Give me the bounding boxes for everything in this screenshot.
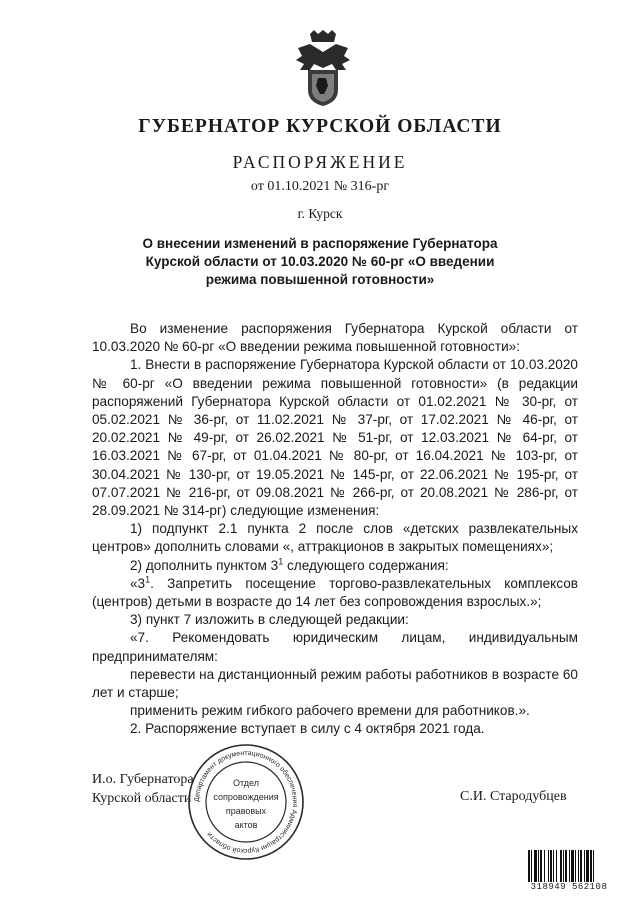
document-body — [92, 320, 578, 739]
barcode-bar — [544, 850, 545, 882]
barcode-bar — [586, 850, 589, 882]
barcode-bar — [584, 850, 585, 882]
barcode-bar — [593, 850, 594, 882]
barcode-bar — [528, 850, 530, 882]
barcode-icon — [528, 850, 610, 882]
barcode-bar — [548, 850, 549, 882]
position-line: И.о. Губернатора — [92, 772, 194, 787]
stamp-line: актов — [234, 820, 258, 830]
paragraph-1: 1. Внести в распоряжение Губернатора Курской области от 10.03.2020 № 60-рг «О введении режима повышенной готовности» (в редакции распоряжений Губернатора Курской области от 01.02.2021 № 30-рг, от 05.02.2021 № 36-рг, от 11.02.2021 № 37-рг, от 17.02.2021 № 46-рг, от 20.02.2021 № 49-рг, от 26.02.2021 № 51-рг, от 12.03.2021 № 64-рг, от 16.03.2021 № 67-рг, от 01.04.2021 № 80-рг, от 16.04.2021 № 103-рг, от 30.04.2021 № 130-рг, от 19.05.2021 № 145-рг, от 22.06.2021 № 195-рг, от 07.07.2021 № 216-рг, от 09.08.2021 № 266-рг, от 20.08.2021 № 286-рг, от 28.09.2021 № 314-рг) следующие изменения: — [92, 357, 578, 519]
document-title: ГУБЕРНАТОР КУРСКОЙ ОБЛАСТИ — [138, 116, 502, 137]
item-3-quote: «7. Рекомендовать юридическим лицам, индивидуальным предпринимателям: — [92, 630, 578, 664]
barcode-bar — [531, 850, 532, 882]
document-date-number: от 01.10.2021 № 316-рг — [250, 179, 390, 194]
item-3-sub-1: перевести на дистанционный режим работы работников в возрасте 60 лет и старше; — [92, 666, 578, 701]
barcode-bar — [575, 850, 576, 882]
position-line: Курской области — [92, 791, 192, 806]
intro-paragraph: Во изменение распоряжения Губернатора Курской области от 10.03.2020 № 60-рг «О введении режима повышенной готовности»: — [92, 321, 578, 355]
heading-line: режима повышенной готовности» — [205, 272, 435, 287]
item-2-text-end: следующего содержания: — [283, 557, 449, 573]
barcode-bar — [563, 850, 564, 882]
superscript: 1 — [145, 574, 151, 585]
stamp-ring-text: Департамент документационного обеспечения Администрации Курской области — [193, 749, 299, 855]
barcode-bar — [556, 850, 557, 882]
stamp-line: сопровождения — [213, 792, 279, 802]
signatory-position — [92, 770, 194, 808]
barcode-bar — [590, 850, 592, 882]
barcode-bar — [569, 850, 570, 882]
item-2 — [92, 557, 578, 575]
barcode-bar — [550, 850, 552, 882]
document-type: РАСПОРЯЖЕНИЕ — [232, 152, 408, 172]
quote-text: . Запретить посещение торгово-развлекательных комплексов (центров) детьми в возрасте до 14 лет без сопровождения взрослых.»; — [92, 575, 578, 610]
barcode-bar — [565, 850, 567, 882]
heading-line: О внесении изменений в распоряжение Губернатора — [142, 236, 498, 251]
superscript: 1 — [278, 556, 284, 567]
barcode-bar — [553, 850, 554, 882]
item-1: 1) подпункт 2.1 пункта 2 после слов «детских развлекательных центров» дополнить словами «, аттракционов в закрытых помещениях»; — [92, 521, 578, 555]
barcode-bar — [571, 850, 574, 882]
item-2-text: 2) дополнить пунктом 3 — [130, 557, 279, 573]
barcode-bar — [540, 850, 542, 882]
barcode-bar — [560, 850, 562, 882]
heading-line: Курской области от 10.03.2020 № 60-рг «О введении — [145, 254, 495, 269]
barcode-bar — [578, 850, 579, 882]
barcode-bar — [538, 850, 539, 882]
barcode-bar — [534, 850, 537, 882]
item-3-sub-2: применить режим гибкого рабочего времени для работников.». — [130, 703, 530, 719]
signatory-name: С.И. Стародубцев — [460, 789, 567, 804]
item-2-quote — [92, 575, 578, 611]
official-stamp — [186, 742, 306, 862]
stamp-line: Отдел — [232, 778, 260, 788]
item-3: 3) пункт 7 изложить в следующей редакции: — [130, 612, 409, 628]
barcode-number: 318949 562108 — [530, 882, 608, 892]
stamp-line: правовых — [225, 806, 267, 816]
document-heading — [120, 235, 520, 289]
coat-of-arms-emblem — [292, 30, 354, 108]
quote-start: «3 — [130, 575, 146, 591]
paragraph-2: 2. Распоряжение вступает в силу с 4 октября 2021 года. — [130, 721, 485, 737]
document-city: г. Курск — [297, 206, 343, 221]
barcode-bar — [580, 850, 582, 882]
